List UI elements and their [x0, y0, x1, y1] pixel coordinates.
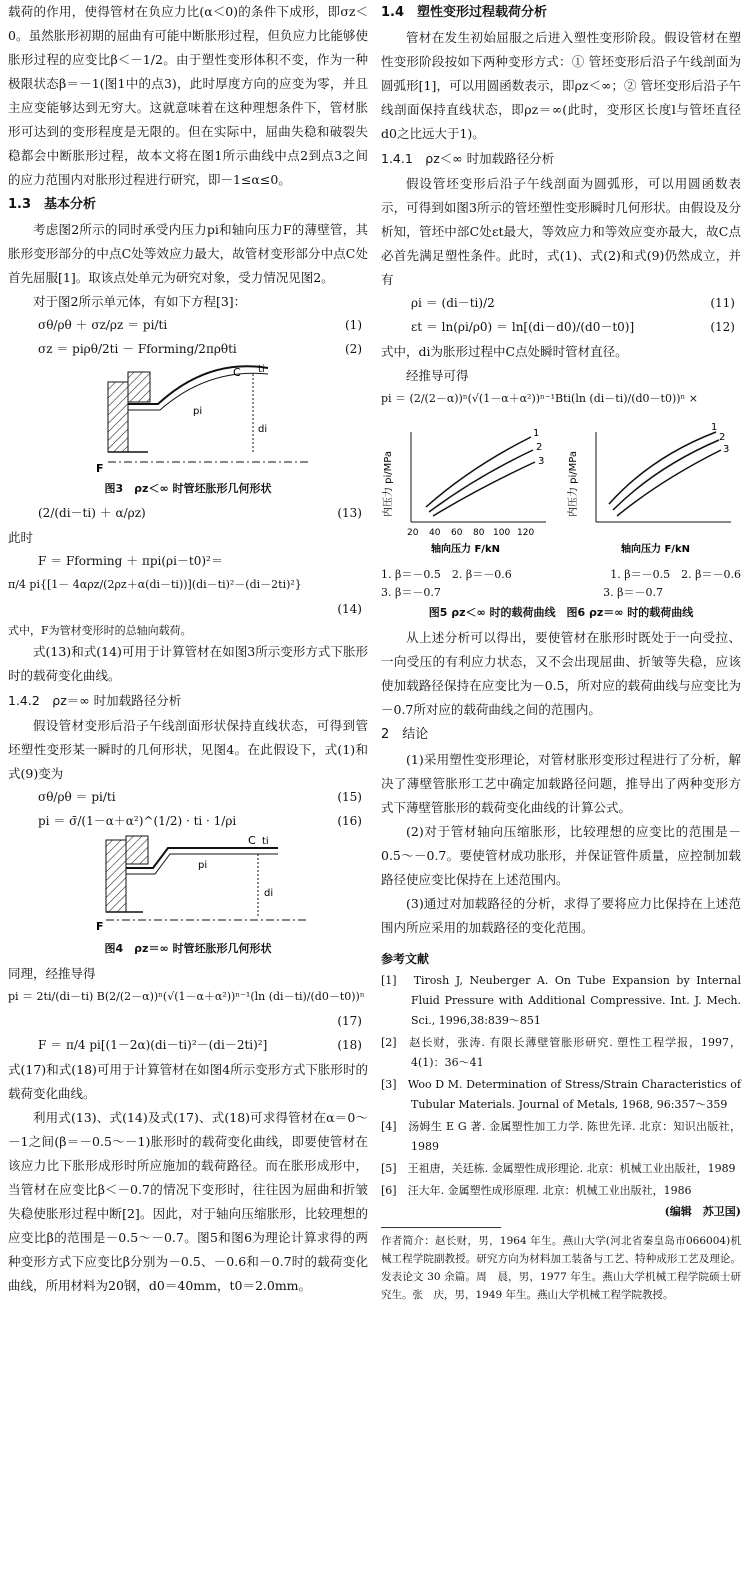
legends-row-1 — [381, 566, 741, 584]
figure-4-diagram — [8, 834, 368, 934]
fig5-x-tick: 20 — [407, 528, 419, 538]
label-C: C — [248, 834, 256, 847]
reference-item: [5] 王祖唐，关廷栋. 金属塑性成形理论. 北京：机械工业出版社，1989 — [381, 1162, 736, 1175]
equation-14-line1: F ＝ Fforming ＋ πpi(ρi－t0)²＝ — [38, 554, 223, 568]
label-pi: pi — [193, 406, 203, 417]
equation-14-number: (14) — [337, 602, 362, 616]
equation-12: εt ＝ ln(ρi/ρ0) ＝ ln[(di－d0)/(d0－t0)] (12) — [411, 320, 735, 334]
figure-4-caption: 图4 ρz＝∞ 时管坯胀形几何形状 — [104, 942, 272, 955]
fig5-x-ticks — [407, 528, 534, 538]
equation-17-number: (17) — [337, 1014, 362, 1028]
fig5-x-tick: 40 — [429, 528, 441, 538]
fig5-x-tick: 60 — [451, 528, 463, 538]
paragraph-straight-profile: 假设管材变形后沿子午线剖面形状保持直线状态，可得到管坯塑性变形某一瞬时的几何形状，见图4。在此假设下，式(1)和式(9)变为 — [8, 718, 368, 781]
equation-14-line2: π/4 pi{[1－ 4αρz/(2ρz＋α(di－ti))](di－ti)²－(di－2ti)²} — [8, 578, 302, 591]
right-column — [381, 0, 741, 1304]
fig5-y-axis-label: 内压力 pi/MPa — [383, 450, 394, 517]
paragraph-derivation: 经推导可得 — [406, 368, 469, 383]
figure-3 — [8, 362, 368, 496]
fig6-y-axis-label: 内压力 pi/MPa — [568, 450, 579, 517]
equation-16: pi ＝ σ̄/(1－α＋α²)^(1/2) · ti · 1/ρi (16) — [38, 814, 362, 828]
label-di: di — [264, 888, 274, 899]
bio-divider — [381, 1227, 501, 1228]
paragraph-basic-analysis: 考虑图2所示的同时承受内压力pi和轴向压力F的薄壁管，其胀形变形部分的中点C处等效应力最大，故管材变形部分中点C处首先屈服[1]。取该点处单元为研究对象，受力情况见图2。 — [8, 222, 368, 285]
editor-note: (编辑 苏卫国) — [664, 1205, 741, 1218]
paragraph-equations-intro: 对于图2所示单元体，有如下方程[3]： — [33, 294, 247, 309]
fig5-legend: 1. β＝－0.5 2. β＝－0.6 — [381, 568, 512, 581]
author-bio: 作者简介：赵长财，男，1964 年生。燕山大学(河北省秦皇岛市066004)机械工程学院副教授。研究方向为材料加工装备与工艺、特种成形工艺及理论。发表论文 30 余篇。周 晨，男，1977 年生。燕山大学机械工程学院硕士研究生。张 庆，男，1949 年生。燕山大学机械工程学院教授。 — [381, 1235, 741, 1301]
paragraph-eq13-14-use: 式(13)和式(14)可用于计算管材在如图3所示变形方式下胀形时的载荷变化曲线。 — [8, 644, 368, 683]
paragraph-continuation: 载荷的作用，使得管材在负应力比(α＜0)的条件下成形，即σz＜0。虽然胀形初期的屈曲有可能中断胀形过程，但负应力比能够使胀形过程的应变比β＜－1/2。由于塑性变形体积不变，作为一种极限状态β＝－1(图1中的点3)，此时厚度方向的应变为零，并且主应变能够达到无穷大。这就意味着在这种理想条件下，管材胀形可达到的变形程度是无限的。但在实际中，屈曲失稳和破裂失稳都会中断胀形过程，故本文将在图1所示曲线中点2到点3之间的应力范围内对胀形过程进行研究，即－1≤α≤0。 — [8, 4, 368, 187]
conclusion-3: (3)通过对加载路径的分析，求得了要将应力比保持在上述范围内所应采用的加载路径的变化范围。 — [381, 896, 741, 935]
label-ti: ti — [262, 836, 269, 847]
fig5-curve-label-1: 1 — [533, 428, 540, 439]
fig5-x-axis-label: 轴向压力 F/kN — [431, 544, 500, 555]
fig6-legend: 1. β＝－0.5 2. β＝－0.6 — [610, 568, 741, 581]
paragraph-arc-profile: 假设管坯变形后沿子午线剖面为圆弧形，可以用圆函数表示，可得到如图3所示的管坯塑性变形瞬时几何形状。由假设及分析知，管坯中部C处εt最大，等效应力和等效应变亦最大，故C点必首先满足塑性条件。此时，式(1)、式(2)和式(9)仍然成立，并有 — [381, 176, 741, 287]
label-F: F — [96, 920, 104, 933]
fig6-curve-3 — [617, 450, 721, 516]
label-di: di — [258, 424, 268, 435]
label-ti: ti — [258, 364, 265, 375]
conclusion-2: (2)对于管材轴向压缩胀形，比较理想的应变比的范围是－0.5～－0.7。要使管材成功胀形，并保证管件质量，应控制加载路径使应变比保持在上述范围内。 — [381, 824, 741, 887]
equation-2: σz ＝ piρθ/2ti － Fforming/2πρθti (2) — [38, 342, 362, 356]
fig5-x-tick: 80 — [473, 528, 485, 538]
section-heading-2: 2 结论 — [381, 727, 429, 742]
paragraph-load-curves: 利用式(13)、式(14)及式(17)、式(18)可求得管材在α＝0～－1之间(β＝－0.5～－1)胀形时的载荷变化曲线，即要使管材在该应力比下胀形成形时所应施加的载荷路径。而在胀形成形中，当管材在应变比β＜－0.7的情况下变形时，往往因为屈曲和折皱失稳使胀形过程中断[2]。因此，对于轴向压缩胀形，比较理想的应变比β的范围是－0.5～－0.7。图5和图6为理论计算求得的两种变形方式下应变比β分别为－0.5、－0.6和－0.7时的载荷变化曲线，所用材料为20钢，d0＝40mm，t0＝2.0mm。 — [8, 1110, 368, 1293]
label-pi: pi — [198, 860, 208, 871]
paragraph-at-this-time: 此时 — [8, 530, 34, 545]
figures-5-6 — [381, 412, 741, 620]
paragraph-eq17-18-use: 式(17)和式(18)可用于计算管材在如图4所示变形方式下胀形时的载荷变化曲线。 — [8, 1062, 368, 1101]
label-C: C — [233, 366, 241, 379]
paragraph-F-definition: 式中，F为管材变形时的总轴向载荷。 — [8, 624, 192, 637]
paragraph-summary: 从上述分析可以得出，要使管材在胀形时既处于一向受拉、一向受压的有利应力状态，又不会出现屈曲、折皱等失稳，应该使加载路径保持在应变比为－0.5，所对应的载荷曲线与应变比为－0.7所对应的载荷曲线之间的范围内。 — [381, 630, 741, 717]
punch-block — [128, 372, 150, 402]
figures-5-6-caption: 图5 ρz＜∞ 时的载荷曲线 图6 ρz＝∞ 时的载荷曲线 — [428, 606, 694, 619]
fig5-curve-label-2: 2 — [536, 442, 543, 453]
references-title: 参考文献 — [381, 952, 430, 966]
reference-item: [4] 汤姆生 E G 著. 金属塑性加工力学. 陈世先译. 北京：知识出版社，1989 — [381, 1120, 741, 1153]
fig5-x-tick: 120 — [517, 528, 535, 538]
figures-5-6-charts — [381, 412, 741, 562]
left-column — [8, 0, 368, 1298]
fig6-curve-label-1: 1 — [711, 422, 718, 433]
die-block — [108, 382, 128, 452]
section-heading-1-3: 1.3 基本分析 — [8, 197, 97, 212]
fig6-x-axis-label: 轴向压力 F/kN — [621, 544, 690, 555]
paragraph-similarly: 同理，经推导得 — [8, 966, 96, 981]
equation-13: (2/(di－ti) ＋ α/ρz) (13) — [38, 506, 362, 520]
fig5-legend-2: 3. β＝－0.7 — [381, 586, 441, 599]
reference-item: [3] Woo D M. Determination of Stress/Strain Characteristics of Tubular Materials. Journal of Metals, 1968, 96:357～359 — [381, 1078, 741, 1111]
equation-11: ρi ＝ (di－ti)/2 (11) — [411, 296, 735, 310]
figure-3-diagram — [8, 362, 368, 474]
figure-3-caption: 图3 ρz＜∞ 时管坯胀形几何形状 — [104, 482, 272, 495]
reference-item: [6] 汪大年. 金属塑性成形原理. 北京：机械工业出版社，1986 — [381, 1184, 692, 1197]
fig6-curve-label-3: 3 — [723, 444, 730, 455]
fig5-curve-label-3: 3 — [538, 456, 545, 467]
fig6-curve-1 — [609, 432, 716, 504]
equation-15: σθ/ρθ ＝ pi/ti (15) — [38, 790, 362, 804]
punch-block — [126, 836, 148, 864]
paragraph-plastic-stage: 管材在发生初始屈服之后进入塑性变形阶段。假设管材在塑性变形阶段按如下两种变形方式：① 管坯变形后沿子午线剖面为圆弧形[1]，可以用圆函数表示，即ρz＜∞；② 管坯变形后沿子午线剖面保持直线状态，即ρz＝∞(此时，变形区长度l与管坯直径d0之比远大于1)。 — [381, 30, 741, 141]
equation-pi: pi ＝ (2/(2－α))ⁿ(√(1－α＋α²))ⁿ⁻¹Bti(ln (di－ti)/(d0－t0))ⁿ × — [381, 392, 699, 405]
fig5-curve-2 — [429, 450, 533, 512]
fig6-legend-2: 3. β＝－0.7 — [603, 586, 663, 599]
label-F: F — [96, 462, 104, 474]
figure-4 — [8, 834, 368, 956]
conclusion-1: (1)采用塑性变形理论，对管材胀形变形过程进行了分析，解决了薄壁管胀形工艺中确定加载路径问题，推导出了两种变形方式下薄壁管胀形的载荷变化曲线的计算公式。 — [381, 752, 741, 815]
equation-1: σθ/ρθ ＋ σz/ρz ＝ pi/ti (1) — [38, 318, 362, 332]
references-list — [381, 971, 741, 1201]
legends-row-2 — [381, 584, 741, 602]
section-heading-1-4: 1.4 塑性变形过程载荷分析 — [381, 5, 548, 20]
paragraph-di-definition: 式中，di为胀形过程中C点处瞬时管材直径。 — [381, 344, 628, 359]
section-heading-1-4-1: 1.4.1 ρz＜∞ 时加载路径分析 — [381, 151, 555, 166]
equation-18: F ＝ π/4 pi[(1－2α)(di－ti)²－(di－2ti)²] (18) — [38, 1038, 362, 1052]
section-heading-1-4-2: 1.4.2 ρz＝∞ 时加载路径分析 — [8, 693, 182, 708]
equation-17: pi ＝ 2ti/(di－ti) B(2/(2－α))ⁿ(√(1－α＋α²))ⁿ⁻¹(ln (di－ti)/(d0－t0))ⁿ — [8, 990, 365, 1003]
reference-item: [1] Tirosh J, Neuberger A. On Tube Expansion by Internal Fluid Pressure with Additional Compressive. Int. J. Mech. Sci., 1996,38:839～851 — [381, 974, 741, 1027]
die-block — [106, 840, 126, 912]
reference-item: [2] 赵长财，张涛. 有限长薄壁管胀形研究. 塑性工程学报，1997，4(1)：36～41 — [381, 1036, 741, 1069]
fig6-curve-label-2: 2 — [719, 432, 726, 443]
fig6-curve-2 — [613, 440, 719, 510]
fig5-x-tick: 100 — [493, 528, 511, 538]
